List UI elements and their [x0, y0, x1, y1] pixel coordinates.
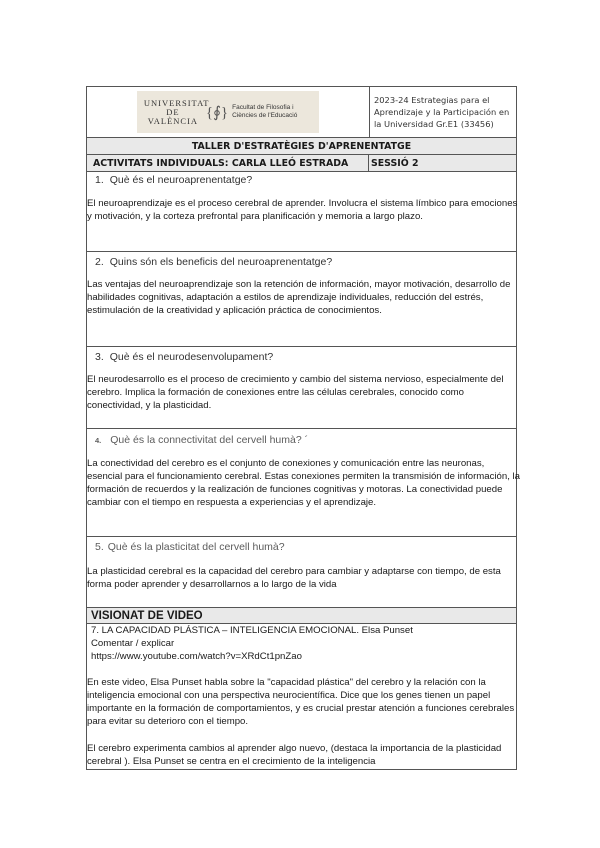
- document-table: [86, 86, 521, 770]
- question-title: [87, 539, 516, 555]
- answer-text: La plasticidad cerebral es la capacidad del cerebro para cambiar y adaptarse con tiempo, de esta forma poder aprender y desarrollarnos a lo largo de la vida: [87, 566, 501, 590]
- question-title: [87, 172, 516, 188]
- video-title: 7. LA CAPACIDAD PLÁSTICA – INTELIGENCIA EMOCIONAL. Elsa Punset: [91, 625, 413, 636]
- question-number: 4.: [95, 436, 102, 445]
- video-block: [87, 623, 516, 769]
- video-instruction: Comentar / explicar: [91, 638, 175, 649]
- course-name: 2023-24 Estrategias para el Aprendizaje y la Participación en la Universidad Gr.E1 (33456): [374, 95, 510, 129]
- answer-text: El neuroaprendizaje es el proceso cerebral de aprender. Involucra el sistema límbico para emociones y motivación, y la corteza prefrontal para planificación y memoria a largo plazo.: [87, 198, 518, 222]
- question-title: [87, 254, 516, 270]
- question-block: [87, 251, 516, 346]
- workshop-title: TALLER D'ESTRATÈGIES D'APRENENTATGE: [87, 137, 516, 154]
- question-block: [87, 428, 521, 536]
- university-name: UNIVERSITAT DE VALÈNCIA: [143, 97, 210, 126]
- question-number: 3.: [95, 351, 104, 363]
- video-paragraph-1: En este video, Elsa Punset habla sobre la "capacidad plástica" del cerebro y la relación con la inteligencia emocional con una perspectiva neurocientífica. Dice que los genes tienen un papel importante en la formación de comportamientos, y es crucial prestar atención a funciones cerebrales para evitar su deterioro con el tiempo.: [87, 677, 515, 727]
- header-row: [87, 87, 516, 137]
- question-block: [87, 346, 516, 428]
- answer-text: El neurodesarrollo es el proceso de crecimiento y cambio del sistema nervioso, especialmente del cerebro. Implica la formación de conexiones entre las células cerebrales, conocido como conectividad, y la plasticidad.: [87, 374, 504, 411]
- question-block: [87, 536, 516, 607]
- logo-cell: [87, 87, 370, 137]
- question-number: 5.: [95, 541, 104, 553]
- video-section-heading: VISIONAT DE VIDEO: [87, 607, 516, 623]
- question-block: [87, 171, 516, 251]
- question-text: Quins són els beneficis del neuroaprenentatge?: [109, 256, 333, 268]
- activity-row: [87, 154, 516, 171]
- university-logo: [137, 91, 319, 133]
- question-number: 2.: [95, 256, 104, 268]
- video-url[interactable]: https://www.youtube.com/watch?v=XRdCt1pnZao: [91, 651, 302, 662]
- question-text: Què és la connectivitat del cervell humà? ´: [110, 434, 309, 446]
- university-seal-icon: {∮}: [205, 104, 229, 121]
- answer-text: Las ventajas del neuroaprendizaje son la retención de información, mayor motivación, desarrollo de habilidades cognitivas, adaptación a estilos de aprendizaje individuales, reducción del estrés, estimulación de la creatividad y aplicación práctica de conocimientos.: [87, 279, 511, 316]
- activity-label: ACTIVITATS INDIVIDUALS: CARLA LLEÓ ESTRADA: [87, 155, 369, 171]
- question-title: [87, 349, 516, 365]
- question-text: Què és el neurodesenvolupament?: [109, 351, 274, 363]
- question-text: Què és el neuroaprenentatge?: [109, 174, 253, 186]
- video-paragraph-2: El cerebro experimenta cambios al aprender algo nuevo, (destaca la importancia de la plasticidad cerebral ). Elsa Punset se centra en el crecimiento de la inteligencia: [87, 743, 502, 767]
- question-number: 1.: [95, 174, 104, 186]
- faculty-name: Facultat de Filosofia i Ciències de l'Educació: [232, 104, 298, 119]
- answer-text: La conectividad del cerebro es el conjunto de conexiones y comunicación entre las neuronas, esencial para el funcionamiento cerebral. Estas conexiones permiten la transmisión de información, la formación de recuerdos y la realización de funciones cognitivas y motoras. La conectividad puede cambiar con el tiempo en respuesta a experiencias y el aprendizaje.: [87, 458, 521, 508]
- session-label: SESSIÓ 2: [371, 158, 419, 169]
- question-title: [87, 432, 516, 448]
- question-text: Què és la plasticitat del cervell humà?: [107, 541, 285, 553]
